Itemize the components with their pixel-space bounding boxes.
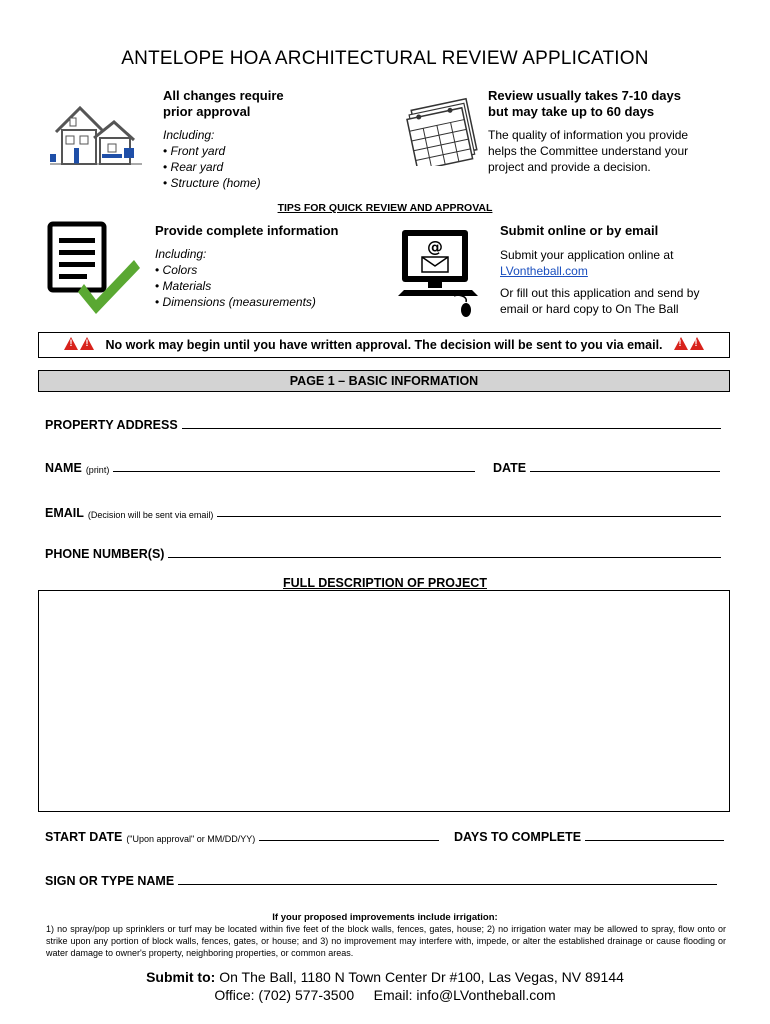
date-label: DATE xyxy=(493,461,527,475)
sign-label: SIGN OR TYPE NAME xyxy=(45,874,175,888)
property-address-label: PROPERTY ADDRESS xyxy=(45,418,178,432)
review-text xyxy=(488,127,688,175)
email-field xyxy=(45,506,721,520)
footer-office: Office: (702) 577-3500 xyxy=(214,987,355,1003)
days-to-complete-field xyxy=(454,830,724,844)
website-link[interactable]: LVontheball.com xyxy=(500,264,588,278)
review-heading-line2: but may take up to 60 days xyxy=(488,104,655,119)
warning-icon xyxy=(63,337,95,353)
name-label: NAME xyxy=(45,461,82,475)
submit-online-line1: Submit your application online at xyxy=(500,248,674,262)
document-title: ANTELOPE HOA ARCHITECTURAL REVIEW APPLICATION xyxy=(121,48,649,69)
date-input[interactable] xyxy=(530,470,720,472)
email-label: EMAIL xyxy=(45,506,84,520)
review-heading xyxy=(488,88,681,120)
tips-heading: TIPS FOR QUICK REVIEW AND APPROVAL xyxy=(277,202,493,214)
sign-input[interactable] xyxy=(178,883,717,885)
complete-info-including xyxy=(155,246,316,310)
start-date-field xyxy=(45,830,439,844)
name-field xyxy=(45,461,475,475)
irrigation-text: 1) no spray/pop up sprinklers or turf may be located within five feet of the block walls, fences, gates, house; 2) no irrigation water may be allowed to spray, flow onto or strike upon any portion of block walls, fences, gates, or house; and 3) no improvement may interfere with, impede, or alter the established drainage or cause flooding or water damage to owner's property, neighboring properties, or common areas. xyxy=(46,924,726,958)
sign-field xyxy=(45,874,717,888)
including-label: Including: xyxy=(163,128,215,142)
list-item: • Colors xyxy=(155,262,316,278)
phone-label: PHONE NUMBER(S) xyxy=(45,547,165,561)
submit-label: Submit to: xyxy=(146,969,216,985)
calendar-icon xyxy=(404,94,482,166)
footer-email: Email: info@LVontheball.com xyxy=(373,987,556,1003)
description-textarea[interactable] xyxy=(38,590,730,812)
list-item: • Rear yard xyxy=(163,159,261,175)
review-heading-line1: Review usually takes 7-10 days xyxy=(488,88,681,103)
start-date-label: START DATE xyxy=(45,830,123,844)
name-note: (print) xyxy=(85,465,110,475)
page-header: PAGE 1 – BASIC INFORMATION xyxy=(38,370,730,392)
changes-heading-line2: prior approval xyxy=(163,104,251,119)
name-input[interactable] xyxy=(113,470,475,472)
warning-text: No work may begin until you have written approval. The decision will be sent to you via email. xyxy=(105,338,663,352)
list-item: • Structure (home) xyxy=(163,175,261,191)
footer-address: On The Ball, 1180 N Town Center Dr #100, Las Vegas, NV 89144 xyxy=(219,969,624,985)
date-field xyxy=(493,461,720,475)
email-note: (Decision will be sent via email) xyxy=(87,510,214,520)
submit-online-text xyxy=(500,247,699,317)
review-text-line2: helps the Committee understand your xyxy=(488,144,689,158)
description-title: FULL DESCRIPTION OF PROJECT xyxy=(283,576,487,590)
start-date-input[interactable] xyxy=(259,839,439,841)
changes-including xyxy=(163,127,261,191)
list-item: • Dimensions (measurements) xyxy=(155,294,316,310)
start-date-note: ("Upon approval" or MM/DD/YY) xyxy=(126,834,256,844)
phone-input[interactable] xyxy=(168,556,721,558)
days-to-complete-input[interactable] xyxy=(585,839,724,841)
computer-email-icon xyxy=(398,224,482,320)
review-text-line1: The quality of information you provide xyxy=(488,128,689,142)
list-item: • Front yard xyxy=(163,143,261,159)
svg-text:@: @ xyxy=(427,237,443,256)
house-icon xyxy=(50,102,146,168)
checklist-icon xyxy=(44,220,144,318)
warning-icon xyxy=(673,337,705,353)
property-address-field xyxy=(45,418,721,432)
property-address-input[interactable] xyxy=(182,427,721,429)
complete-info-heading: Provide complete information xyxy=(155,223,339,238)
list-item: • Materials xyxy=(155,278,316,294)
submit-online-line2: Or fill out this application and send by xyxy=(500,286,700,300)
phone-field xyxy=(45,547,721,561)
days-to-complete-label: DAYS TO COMPLETE xyxy=(454,830,582,844)
changes-heading xyxy=(163,88,284,120)
including-label: Including: xyxy=(155,247,207,261)
footer xyxy=(0,968,770,1004)
irrigation-heading: If your proposed improvements include irrigation: xyxy=(272,912,498,923)
email-input[interactable] xyxy=(217,515,721,517)
warning-banner xyxy=(38,332,730,358)
submit-online-line3: email or hard copy to On The Ball xyxy=(500,302,679,316)
changes-heading-line1: All changes require xyxy=(163,88,284,103)
review-text-line3: project and provide a decision. xyxy=(488,160,651,174)
submit-online-heading: Submit online or by email xyxy=(500,223,659,238)
